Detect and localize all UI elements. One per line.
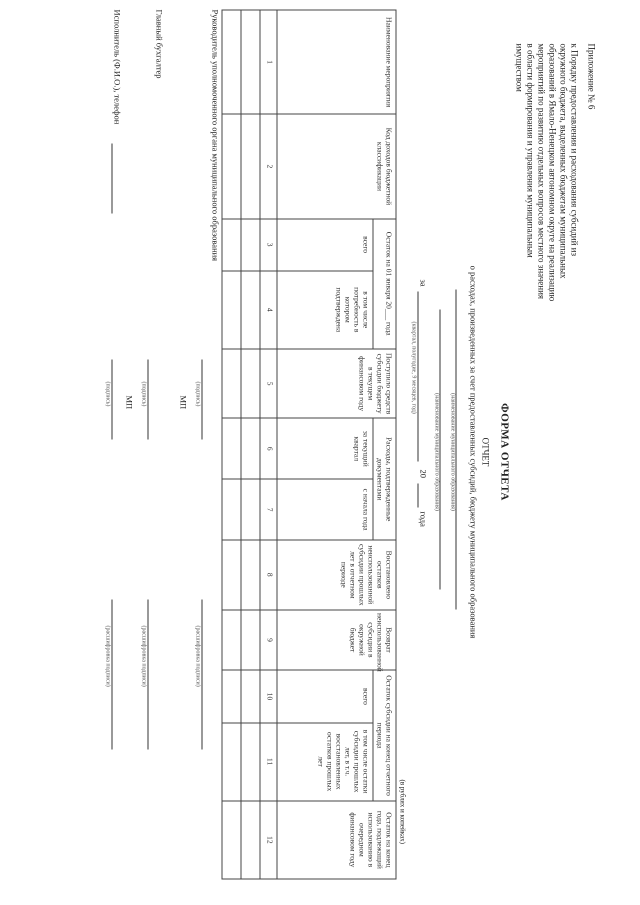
report-table [222, 10, 397, 880]
col-number: 2 [260, 114, 277, 218]
period-year: 20 [418, 469, 429, 478]
col-number: 7 [260, 479, 277, 540]
municipality-line [456, 290, 457, 610]
period-line [418, 292, 419, 462]
appendix-line: к Порядку предоставления и расходования субсидий из [569, 43, 580, 257]
header-code: Код доходов бюджетной классификации [277, 114, 396, 218]
header-exp-quarter: за текущий квартал [277, 418, 373, 479]
exec-sign-line [112, 360, 113, 440]
col-number: 5 [260, 349, 277, 419]
col-number: 8 [260, 540, 277, 610]
header-returned: Возврат неиспользованной субсидии в окружной бюджет [277, 610, 396, 671]
period-suffix: года [418, 511, 429, 527]
header-rest-end-incl: в том числе остатки субсидии прошлых лет, в т.ч. восстановленных остатков прошлых лет [277, 723, 373, 801]
appendix-line: окружного бюджета, выделенных бюджетам муниципальных [558, 43, 569, 279]
stamp-place: МП [124, 395, 135, 410]
appendix-line: в области формирования и управления муниципальным [525, 43, 536, 258]
units-note: (в рублях и копейках) [398, 779, 407, 844]
year-line [418, 484, 419, 508]
exec-name-hint: (расшифровка подписи) [104, 625, 111, 687]
header-rest-all: всего [277, 219, 373, 271]
report-word: ОТЧЕТ [480, 437, 491, 467]
header-received: Поступило средств субсидии бюджету в текущем финансовом году [277, 349, 396, 419]
appendix-title: Приложение № 6 [586, 43, 597, 110]
rotated-document [1, 0, 640, 905]
header-rest-need: в том числе потребность в котором подтверждена [277, 271, 373, 349]
table-row [241, 10, 260, 879]
exec-name-line [112, 600, 113, 750]
col-number: 11 [260, 723, 277, 801]
table-row [222, 10, 241, 879]
executor-label: Исполнитель (Ф.И.О.), телефон [112, 9, 123, 125]
appendix-line: образований в Ямало-Ненецком автономном округе на реализацию [547, 43, 558, 302]
acc-sign-hint: (подпись) [140, 381, 147, 407]
acc-name-hint: (расшифровка подписи) [140, 625, 147, 687]
header-exp-year: с начала года [277, 479, 373, 540]
head-sign-line [202, 360, 203, 440]
col-number: 10 [260, 670, 277, 722]
mo-hint: (наименование муниципального образования) [433, 393, 440, 511]
head-name-hint: (расшифровка подписи) [194, 625, 201, 687]
exec-sign-hint: (подпись) [104, 381, 111, 407]
header-expenses: Расходы, подтвержденные документами [373, 418, 396, 540]
col-number: 3 [260, 219, 277, 271]
header-name: Наименование мероприятия [277, 10, 396, 114]
header-rest-next: Остаток на конец года, подлежащий использованию в очередном финансовом году [277, 801, 396, 879]
head-sign-hint: (подпись) [194, 381, 201, 407]
head-signature-label: Руководитель уполномоченного органа муниципального образования [210, 9, 221, 262]
col-number: 1 [260, 10, 277, 114]
header-rest-end: Остаток субсидии на конец отчетного периода [373, 670, 396, 800]
appendix-line: имуществом [514, 43, 525, 92]
header-rest-end-all: всего [277, 670, 373, 722]
col-number: 12 [260, 801, 277, 879]
acc-name-line [148, 600, 149, 750]
appendix-block [514, 44, 597, 302]
period-hint: (квартал, полугодие, 9 месяцев, год) [410, 321, 417, 414]
stamp-place: МП [178, 395, 189, 410]
appendix-line: мероприятий по развитию отдельных вопросов местного значения [536, 43, 547, 300]
column-numbers-row [260, 10, 277, 879]
period-prefix: за [418, 279, 429, 287]
report-subtitle: о расходах, произведенных за счет предоставленных субсидий, бюджету муниципального образования [468, 265, 479, 639]
phone-line [112, 144, 113, 214]
accountant-label: Главный бухгалтер [154, 9, 165, 79]
form-title: ФОРМА ОТЧЕТА [498, 403, 511, 501]
head-name-line [202, 600, 203, 750]
acc-sign-line [148, 360, 149, 440]
mo-line [440, 310, 441, 590]
col-number: 4 [260, 271, 277, 349]
col-number: 6 [260, 418, 277, 479]
header-rest-start: Остаток на 01 января 20___ года [373, 219, 396, 349]
col-number: 9 [260, 610, 277, 671]
header-restored: Восстановлено остатков неиспользованной субсидии прошлых лет в отчетном периоде [277, 540, 396, 610]
municipality-hint: (наименование муниципального образования) [449, 393, 456, 511]
